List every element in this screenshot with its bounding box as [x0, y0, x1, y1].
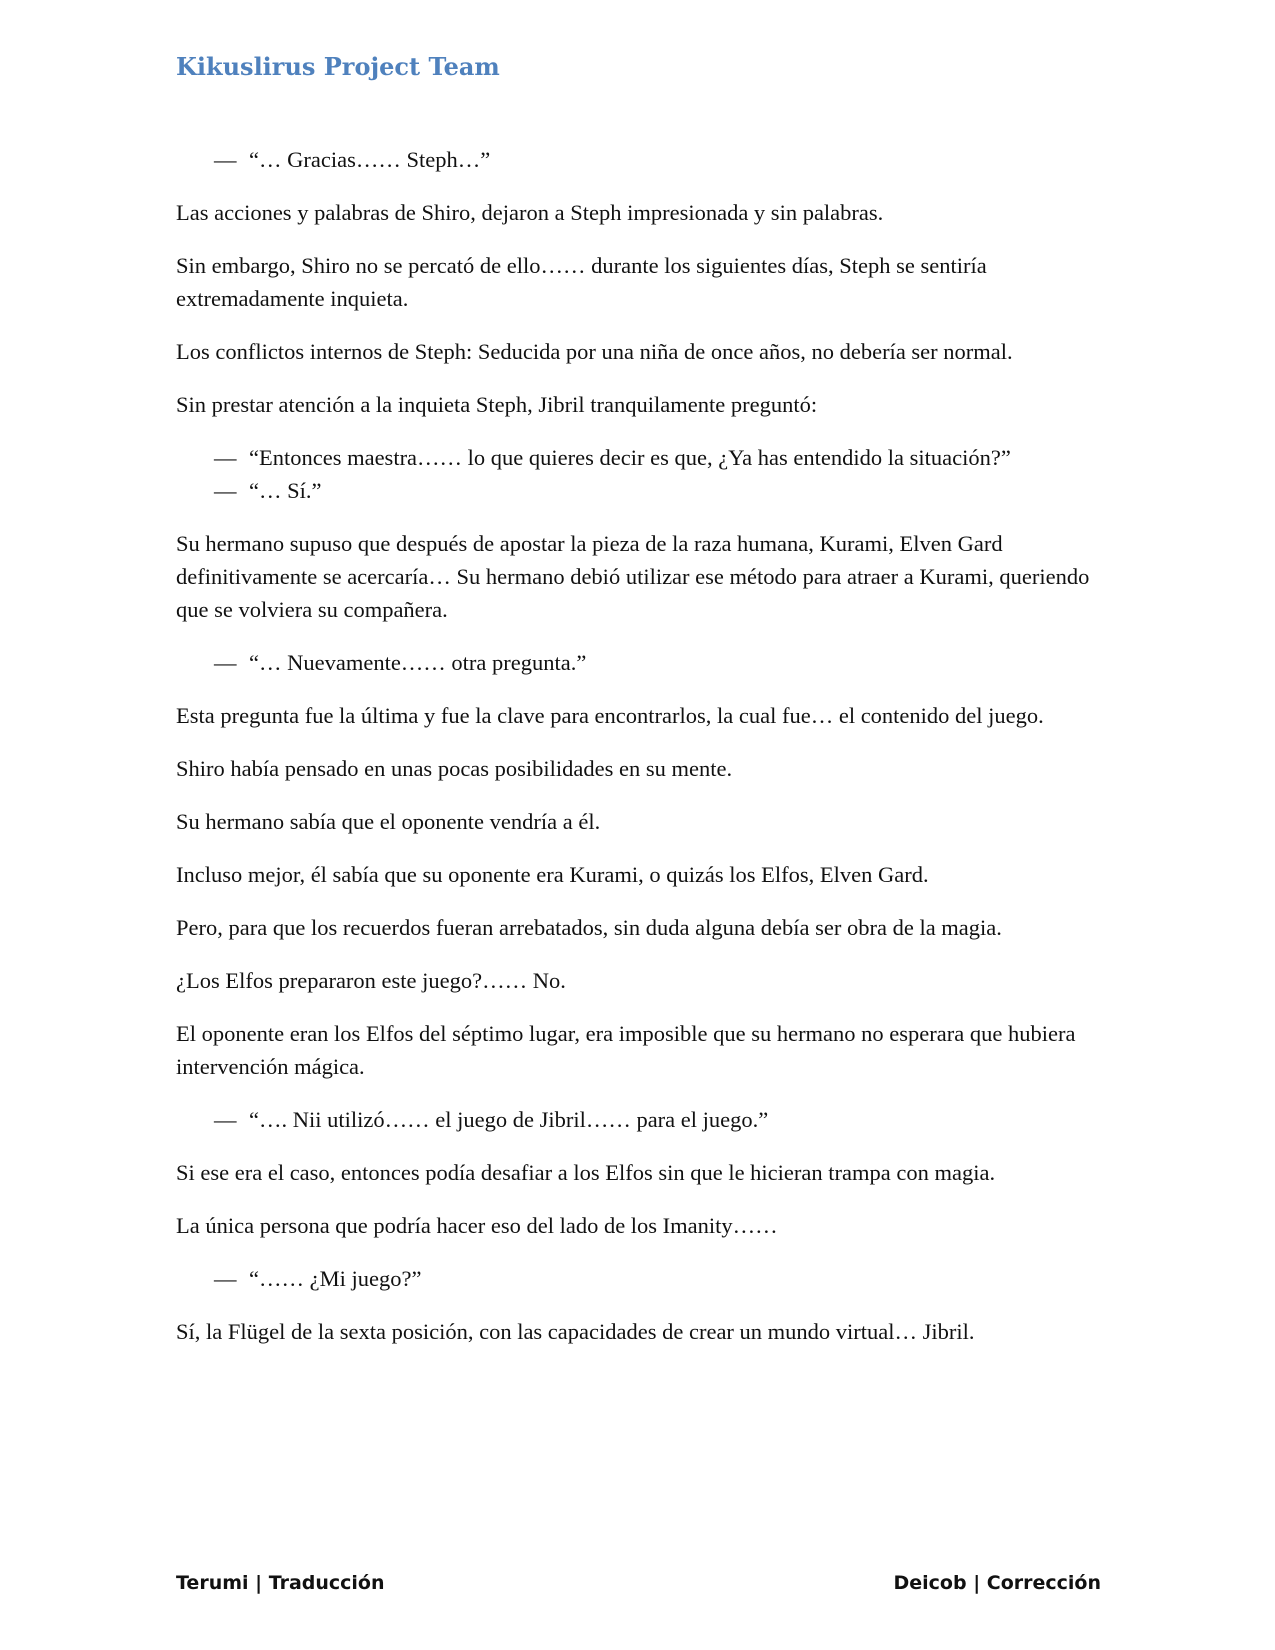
dialogue-text: “… Nuevamente…… otra pregunta.” — [249, 650, 587, 675]
paragraph: Pero, para que los recuerdos fueran arrebatados, sin duda alguna debía ser obra de la magia. — [176, 915, 1002, 940]
dialogue-line — [176, 646, 1096, 679]
dialogue-text: “… Gracias…… Steph…” — [249, 147, 491, 172]
paragraph: Incluso mejor, él sabía que su oponente era Kurami, o quizás los Elfos, Elven Gard. — [176, 862, 929, 887]
paragraph: Las acciones y palabras de Shiro, dejaron a Steph impresionada y sin palabras. — [176, 200, 884, 225]
paragraph: ¿Los Elfos prepararon este juego?…… No. — [176, 968, 566, 993]
dialogue-text: “Entonces maestra…… lo que quieres decir es que, ¿Ya has entendido la situación?” — [249, 445, 1011, 470]
paragraph: Los conflictos internos de Steph: Seducida por una niña de once años, no debería ser normal. — [176, 339, 1013, 364]
dialogue-line — [176, 441, 1096, 474]
dialogue-text: “… Sí.” — [249, 478, 322, 503]
dialogue-line — [176, 143, 1096, 176]
paragraph: Si ese era el caso, entonces podía desafiar a los Elfos sin que le hicieran trampa con magia. — [176, 1160, 996, 1185]
paragraph: El oponente eran los Elfos del séptimo lugar, era imposible que su hermano no esperara que hubiera intervención mágica. — [176, 1021, 1076, 1079]
dialogue-text: “…. Nii utilizó…… el juego de Jibril…… para el juego.” — [249, 1107, 769, 1132]
paragraph: Sin embargo, Shiro no se percató de ello…… durante los siguientes días, Steph se sentiría extremadamente inquieta. — [176, 253, 987, 311]
dialogue-list — [176, 441, 1096, 507]
paragraph: Sí, la Flügel de la sexta posición, con las capacidades de crear un mundo virtual… Jibril. — [176, 1319, 975, 1344]
em-dash-bullet: — — [214, 1266, 237, 1291]
paragraph: Shiro había pensado en unas pocas posibilidades en su mente. — [176, 756, 733, 781]
dialogue-line — [176, 1262, 1096, 1295]
dialogue-list — [176, 1103, 1096, 1136]
footer-editor: Deicob | Corrección — [893, 1572, 1101, 1594]
paragraph: Esta pregunta fue la última y fue la clave para encontrarlos, la cual fue… el contenido del juego. — [176, 703, 1044, 728]
dialogue-line — [176, 1103, 1096, 1136]
paragraph: Su hermano supuso que después de apostar la pieza de la raza humana, Kurami, Elven Gard definitivamente se acercaría… Su hermano debió utilizar ese método para atraer a Kurami, queriendo que se volviera su compañera. — [176, 531, 1090, 622]
dialogue-text: “…… ¿Mi juego?” — [249, 1266, 422, 1291]
em-dash-bullet: — — [214, 445, 237, 470]
page-header-title: Kikuslirus Project Team — [176, 52, 500, 81]
document-body — [176, 143, 1096, 1368]
em-dash-bullet: — — [214, 1107, 237, 1132]
em-dash-bullet: — — [214, 650, 237, 675]
dialogue-list — [176, 1262, 1096, 1295]
em-dash-bullet: — — [214, 478, 237, 503]
dialogue-line — [176, 474, 1096, 507]
paragraph: La única persona que podría hacer eso del lado de los Imanity…… — [176, 1213, 778, 1238]
dialogue-list — [176, 143, 1096, 176]
paragraph: Sin prestar atención a la inquieta Steph, Jibril tranquilamente preguntó: — [176, 392, 818, 417]
dialogue-list — [176, 646, 1096, 679]
em-dash-bullet: — — [214, 147, 237, 172]
paragraph: Su hermano sabía que el oponente vendría a él. — [176, 809, 601, 834]
footer-translator: Terumi | Traducción — [176, 1572, 385, 1594]
